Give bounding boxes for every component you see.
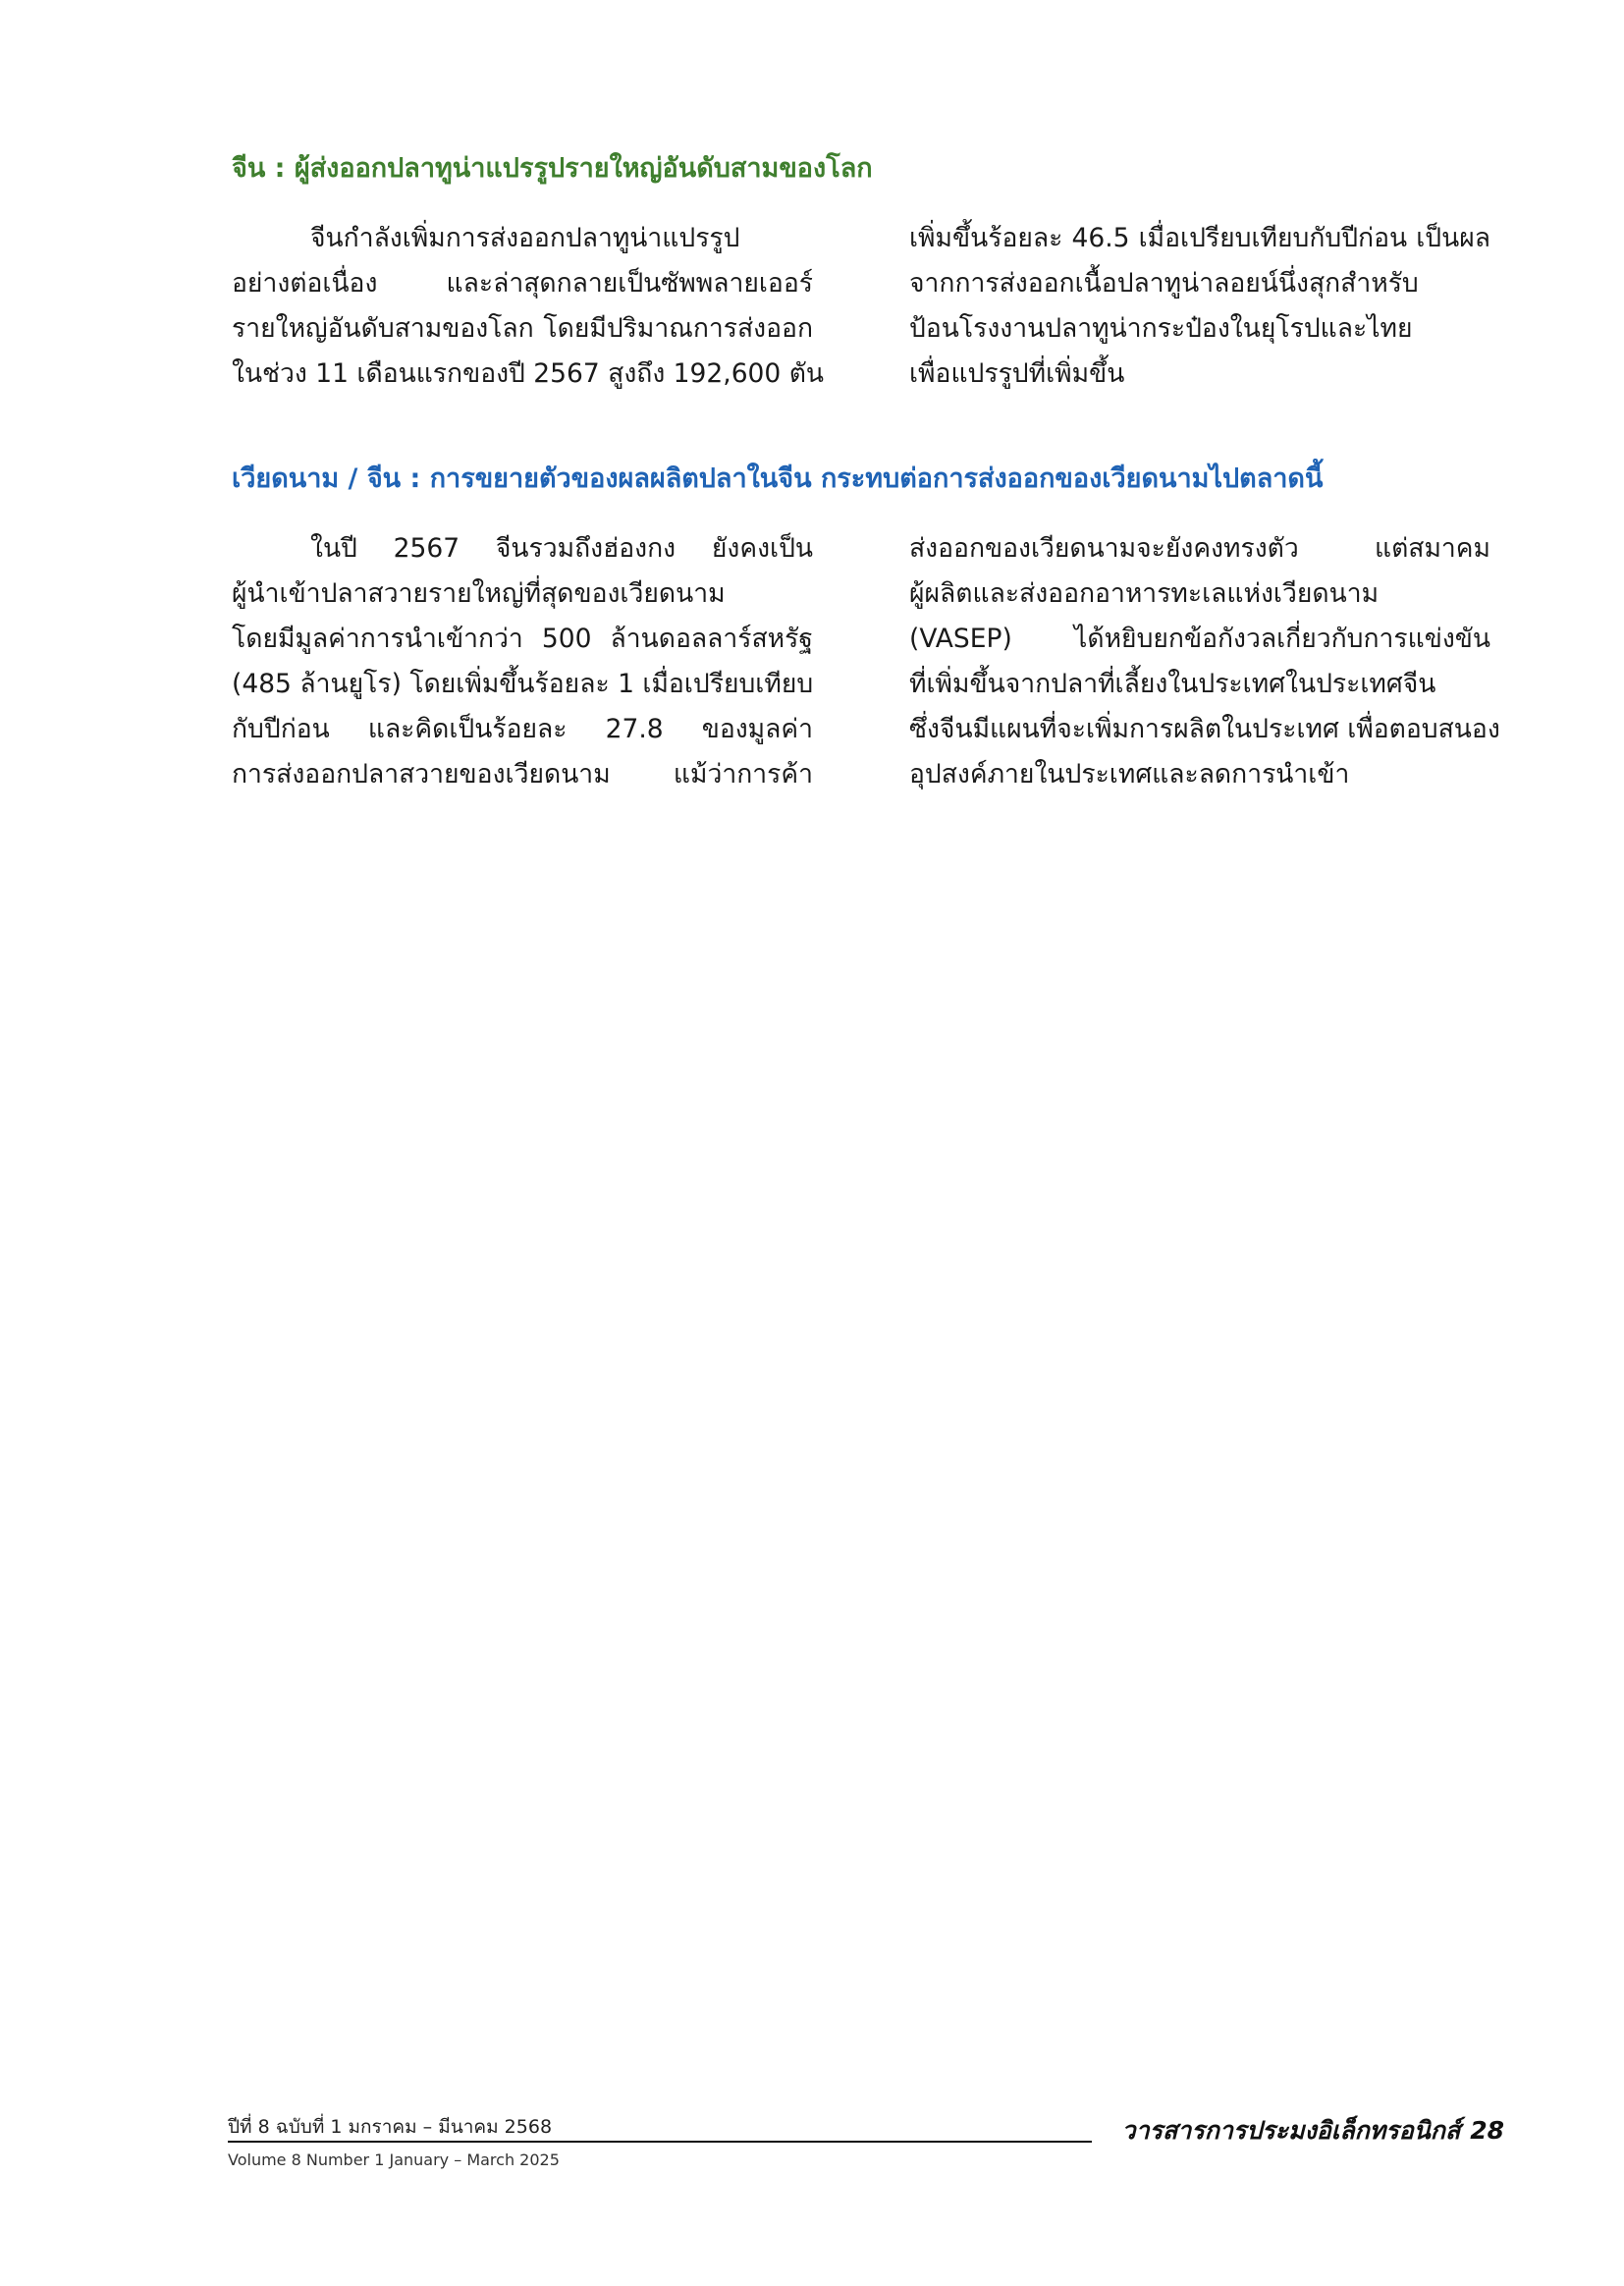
two-column-body [232,216,1490,397]
two-column-body [232,526,1500,797]
journal-title-and-page [1122,2114,1504,2148]
journal-name: วารสารการประมงอิเล็กทรอนิกส์ [1121,2116,1461,2145]
page-footer [228,2114,1504,2173]
text-line: ซึ่งจีนมีแผนที่จะเพิ่มการผลิตในประเทศ เพื่อตอบสนอง [909,714,1500,744]
issue-info-english: Volume 8 Number 1 January – March 2025 [228,2150,560,2169]
text-line: การส่งออกปลาสวายของเวียดนาม แม้ว่าการค้า [232,759,813,789]
text-line: กับปีก่อน และคิดเป็นร้อยละ 27.8 ของมูลค่า [232,714,813,744]
right-column [909,216,1490,397]
text-line: เพื่อแปรรูปที่เพิ่มขึ้น [909,358,1125,389]
text-line: (VASEP) ได้หยิบยกข้อกังวลเกี่ยวกับการแข่งขัน [909,624,1490,654]
text-line: (485 ล้านยูโร) โดยเพิ่มขึ้นร้อยละ 1 เมื่อเปรียบเทียบ [232,669,814,699]
text-line: จีนกำลังเพิ่มการส่งออกปลาทูน่าแปรรูป [310,223,740,253]
article-section-china-tuna [232,149,1490,397]
text-line: รายใหญ่อันดับสามของโลก โดยมีปริมาณการส่งออก [232,313,813,344]
text-line: ป้อนโรงงานปลาทูน่ากระป๋องในยุโรปและไทย [909,313,1413,344]
article-section-vietnam-china-pangasius [232,460,1500,797]
text-line: เพิ่มขึ้นร้อยละ 46.5 เมื่อเปรียบเทียบกับปีก่อน เป็นผล [909,223,1490,253]
section-heading: จีน : ผู้ส่งออกปลาทูน่าแปรรูปรายใหญ่อันดับสามของโลก [232,153,873,184]
right-column [909,526,1500,797]
left-column [232,216,825,397]
page-number: 28 [1470,2116,1504,2145]
text-line: อย่างต่อเนื่อง และล่าสุดกลายเป็นซัพพลายเออร์ [232,268,813,299]
text-line: ส่งออกของเวียดนามจะยังคงทรงตัว แต่สมาคม [909,533,1490,564]
text-line: ในช่วง 11 เดือนแรกของปี 2567 สูงถึง 192,600 ตัน [232,358,825,389]
text-line: จากการส่งออกเนื้อปลาทูน่าลอยน์นึ่งสุกสำหรับ [909,268,1419,299]
section-heading: เวียดนาม / จีน : การขยายตัวของผลผลิตปลาในจีน กระทบต่อการส่งออกของเวียดนามไปตลาดนี้ [232,463,1324,494]
text-line: โดยมีมูลค่าการนำเข้ากว่า 500 ล้านดอลลาร์สหรัฐ [232,624,813,654]
text-line: ที่เพิ่มขึ้นจากปลาที่เลี้ยงในประเทศในประเทศจีน [909,669,1436,699]
left-column [232,526,813,797]
footer-divider [228,2141,1092,2143]
text-line: ผู้ผลิตและส่งออกอาหารทะเลแห่งเวียดนาม [909,578,1380,609]
issue-info-thai: ปีที่ 8 ฉบับที่ 1 มกราคม – มีนาคม 2568 [228,2116,553,2138]
text-line: ผู้นำเข้าปลาสวายรายใหญ่ที่สุดของเวียดนาม [232,578,726,609]
text-line: อุปสงค์ภายในประเทศและลดการนำเข้า [909,759,1350,789]
text-line: ในปี 2567 จีนรวมถึงฮ่องกง ยังคงเป็น [310,533,813,564]
